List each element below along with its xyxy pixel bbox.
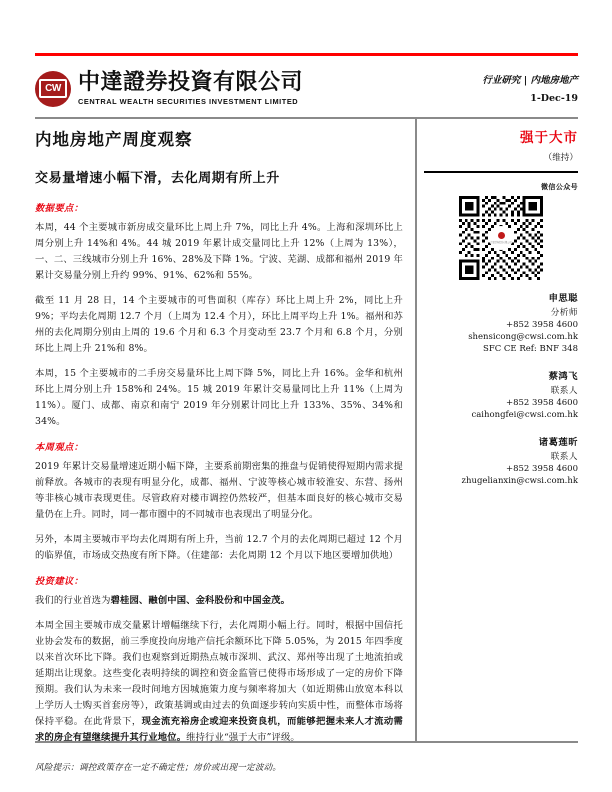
contact-role: 联系人	[550, 452, 578, 463]
qr-code-icon[interactable]	[459, 196, 543, 280]
contact-analyst-3	[424, 434, 578, 487]
contact-role: 联系人	[550, 386, 578, 397]
section-heading-recommendation: 投资建议：	[35, 575, 84, 587]
paragraph-data-point-2: 截至 11 月 28 日，14 个主要城市的可售面积（库存）环比上周上升 2%，同比上升 9%；平均去化周期 12.7 个月（上周为 12.4 个月），环比上周平均上升 1%。福州和苏州的去化周期分别由上周的 19.6 个月和 6.3 个月变动至 23.7 个月和 6.8 个月，分别环比上周上升 21%和 8%。	[35, 294, 403, 354]
paragraph-weekly-view-2: 另外，本周主要城市平均去化周期有所上升，当前 12.7 个月的去化周期已超过 12 个月的临界值，市场成交热度有所下降。（住建部：去化周期 12 个月以下地区要增加供地）	[35, 533, 403, 561]
main-content-column	[35, 126, 403, 775]
sidebar-column	[424, 126, 578, 500]
research-series-label: 行业研究 | 内地房地产	[482, 74, 578, 86]
qr-center-logo	[489, 226, 513, 250]
column-divider-rule	[415, 119, 417, 742]
contact-name: 申思聪	[548, 293, 578, 304]
paragraph-data-point-3: 本周，15 个主要城市的二手房交易量环比上周下降 5%，同比上升 16%。金华和杭州环比上周分别上升 158%和 24%。15 城 2019 年累计交易量同比上升 11%（上周为 11%）。厦门、成都、南京和南宁 2019 年分别累计同比上升 133%、35%、34%和 34%。	[35, 367, 403, 427]
header-divider-rule	[35, 117, 578, 119]
contact-name: 诸葛莲昕	[538, 437, 578, 449]
recommendation-part-3: 维持行业“强于大市”评级。	[186, 731, 300, 743]
contact-email[interactable]: shensicong@cwsi.com.hk	[468, 332, 578, 343]
qr-code-wrapper	[424, 196, 578, 280]
report-date: 1-Dec-19	[530, 92, 578, 104]
contact-phone[interactable]: +852 3958 4600	[505, 398, 578, 409]
page-header	[35, 62, 578, 115]
contact-role: 分析师	[550, 308, 578, 318]
top-picks-names: 碧桂园、融创中国、金科股份和中国金茂。	[110, 594, 291, 606]
paragraph-recommendation-body	[35, 618, 403, 746]
recommendation-part-2-bold: 现金流充裕房企或迎来投资良机，而能够把握未来人才流动需求的房企有望继续提升其行业地位。	[35, 715, 403, 743]
logo-text-block	[78, 71, 303, 105]
contact-license: SFC CE Ref: BNF 348	[483, 344, 578, 355]
company-name-en: CENTRAL WEALTH SECURITIES INVESTMENT LIMITED	[78, 96, 299, 106]
paragraph-top-picks	[35, 593, 403, 609]
top-red-rule	[35, 53, 578, 56]
contact-phone[interactable]: +852 3958 4600	[505, 464, 578, 475]
paragraph-data-point-1: 本周，44 个主要城市新房成交量环比上周上升 7%，同比上升 4%。上海和深圳环比上周分别上升 14%和 4%。44 城 2019 年累计成交量同比上升 12%（上周为 13%），一、二、三线城市分别上升 16%、28%及下降 1%。宁波、芜湖、成都和福州 2019 年累计交易量分别上升约 99%、91%、62%和 55%。	[35, 222, 403, 281]
top-picks-prefix: 我们的行业首选为	[35, 594, 111, 606]
header-meta	[482, 72, 578, 106]
rating-status-note: （维持）	[543, 153, 578, 163]
contact-analyst-1	[424, 290, 578, 355]
section-heading-weekly-view: 本周观点：	[35, 441, 84, 453]
wechat-label: 微信公众号	[541, 183, 578, 191]
risk-disclaimer: 风险提示：调控政策存在一定不确定性；房价或出现一定波动。	[35, 762, 282, 773]
contact-analyst-2	[424, 368, 578, 421]
logo-circle-icon	[35, 71, 71, 107]
qr-center-label: 中達證券投資有限公司	[490, 242, 512, 244]
rating-divider-rule	[424, 171, 578, 173]
section-heading-data-points: 数据要点：	[35, 203, 84, 214]
company-logo	[35, 71, 303, 107]
page-subtitle: 交易量增速小幅下滑，去化周期有所上升	[35, 171, 280, 186]
contact-email[interactable]: zhugelianxin@cwsi.com.hk	[461, 476, 578, 487]
logo-initials: CW	[39, 79, 67, 98]
recommendation-part-1: 本周全国主要城市成交量累计增幅继续下行，去化周期小幅上行。同时，根据中国信托业协会发布的数据，前三季度投向房地产信托余额环比下降 5.05%，为 2015 年四季度以来首次环比下降。我们也观察到近期热点城市深圳、武汉、郑州等出现了土地流拍或延期出让现象。这些变化表明持续的调控和资金监管已使得市场形成了一定的房价下降预期。我们认为未来一段时间地方因城施策力度与频率将加大（如近期佛山放宽本科以上学历人士购买首套房等），政策基调或由过去的负面逐步转向实质中性，而整体市场将保持平稳。在此背景下，	[35, 619, 403, 727]
company-name-cn: 中達證券投資有限公司	[78, 70, 304, 96]
contact-email[interactable]: caihongfei@cwsi.com.hk	[471, 410, 578, 421]
qr-center-dot-icon	[498, 232, 505, 239]
contact-phone[interactable]: +852 3958 4600	[505, 320, 578, 330]
page-title: 内地房地产周度观察	[35, 130, 193, 149]
rating-badge: 强于大市	[520, 130, 578, 146]
contact-name: 蔡鸿飞	[548, 371, 578, 383]
paragraph-weekly-view-1: 2019 年累计交易量增速近期小幅下降，主要系前期密集的推盘与促销使得短期内需求提前释放。各城市的表现有明显分化，成都、福州、宁波等核心城市较淮安、东营、扬州等非核心城市表现更佳。尽管政府对楼市调控仍然较严，但基本面良好的核心城市交易量仍在上升。同时，同一都市圈中的不同城市也表现出了明显分化。	[35, 460, 403, 520]
